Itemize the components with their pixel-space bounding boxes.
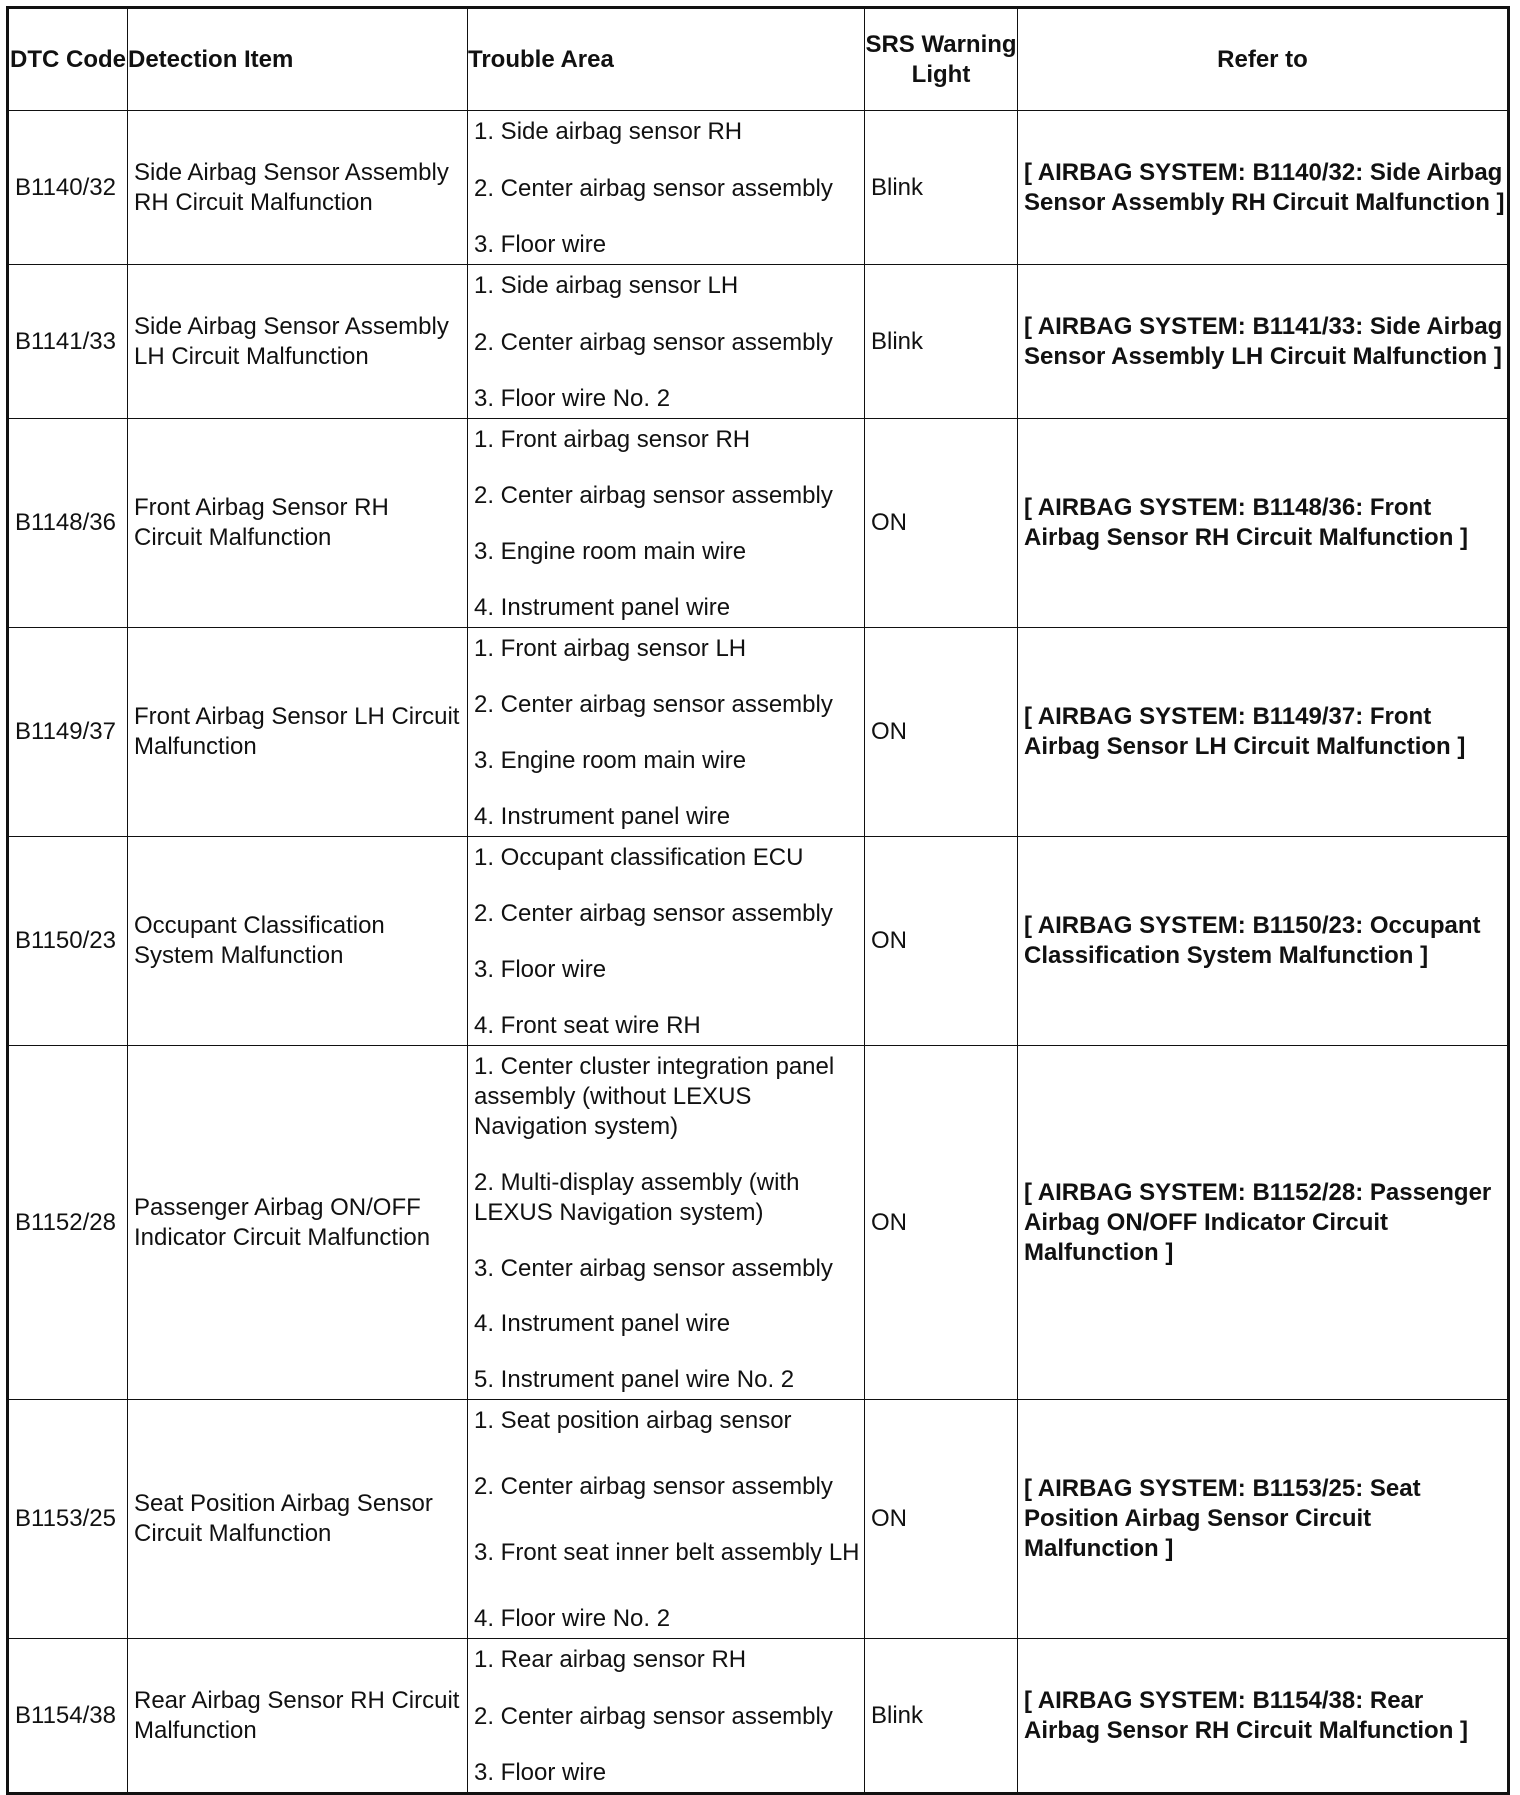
trouble-area-item: 2. Center airbag sensor assembly bbox=[474, 482, 833, 509]
detection-item-cell: Side Airbag Sensor Assembly RH Circuit Malfunction bbox=[128, 111, 468, 265]
trouble-area-cell bbox=[468, 1639, 865, 1794]
detection-item-cell: Seat Position Airbag Sensor Circuit Malfunction bbox=[128, 1400, 468, 1639]
trouble-area-item: 2. Center airbag sensor assembly bbox=[474, 1473, 833, 1500]
refer-to-link: [ AIRBAG SYSTEM: B1149/37: Front Airbag Sensor LH Circuit Malfunction ] bbox=[1018, 628, 1509, 837]
trouble-area-item: 4. Instrument panel wire bbox=[474, 1310, 731, 1338]
trouble-area-list bbox=[474, 843, 860, 1041]
detection-item-cell: Passenger Airbag ON/OFF Indicator Circuit Malfunction bbox=[128, 1046, 468, 1400]
trouble-area-item: 3. Engine room main wire bbox=[474, 538, 747, 565]
trouble-area-cell bbox=[468, 1046, 865, 1400]
trouble-area-item: 3. Front seat inner belt assembly LH bbox=[474, 1539, 860, 1566]
trouble-area-item: 1. Rear airbag sensor RH bbox=[474, 1646, 747, 1673]
trouble-area-cell bbox=[468, 1400, 865, 1639]
dtc-table bbox=[6, 6, 1510, 1795]
srs-warning-light-cell: ON bbox=[865, 419, 1018, 628]
trouble-area-item: 3. Engine room main wire bbox=[474, 747, 747, 774]
dtc-code-cell: B1150/23 bbox=[8, 837, 128, 1046]
trouble-area-item: 1. Center cluster integration panel assembly (without LEXUS Navigation system) bbox=[474, 1053, 835, 1140]
trouble-area-cell bbox=[468, 111, 865, 265]
trouble-area-item: 1. Side airbag sensor LH bbox=[474, 272, 739, 299]
dtc-code-cell: B1141/33 bbox=[8, 265, 128, 419]
header-srs-warning-light: SRS Warning Light bbox=[865, 8, 1018, 111]
header-refer-to: Refer to bbox=[1018, 8, 1509, 111]
trouble-area-item: 2. Center airbag sensor assembly bbox=[474, 691, 833, 718]
table-row bbox=[8, 265, 1509, 419]
trouble-area-item: 1. Front airbag sensor RH bbox=[474, 426, 751, 453]
refer-to-link: [ AIRBAG SYSTEM: B1148/36: Front Airbag Sensor RH Circuit Malfunction ] bbox=[1018, 419, 1509, 628]
trouble-area-item: 1. Front airbag sensor LH bbox=[474, 635, 747, 662]
trouble-area-list bbox=[474, 1406, 860, 1634]
detection-item-cell: Rear Airbag Sensor RH Circuit Malfunction bbox=[128, 1639, 468, 1794]
trouble-area-cell bbox=[468, 837, 865, 1046]
dtc-code-cell: B1152/28 bbox=[8, 1046, 128, 1400]
dtc-code-cell: B1153/25 bbox=[8, 1400, 128, 1639]
trouble-area-item: 2. Center airbag sensor assembly bbox=[474, 1702, 833, 1730]
trouble-area-cell bbox=[468, 265, 865, 419]
refer-to-link: [ AIRBAG SYSTEM: B1153/25: Seat Position Airbag Sensor Circuit Malfunction ] bbox=[1018, 1400, 1509, 1639]
trouble-area-item: 1. Side airbag sensor RH bbox=[474, 118, 743, 145]
trouble-area-item: 3. Center airbag sensor assembly bbox=[474, 1254, 833, 1282]
trouble-area-item: 3. Floor wire bbox=[474, 956, 607, 983]
trouble-area-item: 3. Floor wire No. 2 bbox=[474, 385, 671, 412]
refer-to-link: [ AIRBAG SYSTEM: B1152/28: Passenger Airbag ON/OFF Indicator Circuit Malfunction ] bbox=[1018, 1046, 1509, 1400]
table-row bbox=[8, 1400, 1509, 1639]
trouble-area-item: 3. Floor wire bbox=[474, 1759, 607, 1786]
trouble-area-item: 4. Instrument panel wire bbox=[474, 594, 731, 621]
dtc-code-cell: B1149/37 bbox=[8, 628, 128, 837]
detection-item-cell: Front Airbag Sensor RH Circuit Malfunction bbox=[128, 419, 468, 628]
detection-item-cell: Side Airbag Sensor Assembly LH Circuit Malfunction bbox=[128, 265, 468, 419]
srs-warning-light-cell: ON bbox=[865, 628, 1018, 837]
refer-to-link: [ AIRBAG SYSTEM: B1140/32: Side Airbag Sensor Assembly RH Circuit Malfunction ] bbox=[1018, 111, 1509, 265]
dtc-code-cell: B1148/36 bbox=[8, 419, 128, 628]
trouble-area-item: 1. Occupant classification ECU bbox=[474, 844, 804, 871]
refer-to-link: [ AIRBAG SYSTEM: B1154/38: Rear Airbag Sensor RH Circuit Malfunction ] bbox=[1018, 1639, 1509, 1794]
header-trouble-area: Trouble Area bbox=[468, 8, 865, 111]
table-row bbox=[8, 111, 1509, 265]
srs-warning-light-cell: Blink bbox=[865, 265, 1018, 419]
dtc-code-cell: B1140/32 bbox=[8, 111, 128, 265]
dtc-table-body bbox=[8, 8, 1509, 1794]
trouble-area-list bbox=[474, 117, 860, 260]
srs-warning-light-cell: Blink bbox=[865, 1639, 1018, 1794]
dtc-code-cell: B1154/38 bbox=[8, 1639, 128, 1794]
detection-item-cell: Occupant Classification System Malfunction bbox=[128, 837, 468, 1046]
trouble-area-list bbox=[474, 271, 860, 414]
trouble-area-item: 2. Multi-display assembly (with LEXUS Navigation system) bbox=[474, 1168, 800, 1226]
trouble-area-item: 4. Floor wire No. 2 bbox=[474, 1605, 671, 1632]
table-row bbox=[8, 1639, 1509, 1794]
header-dtc-code: DTC Code bbox=[8, 8, 128, 111]
trouble-area-list bbox=[474, 1645, 860, 1788]
srs-warning-light-cell: Blink bbox=[865, 111, 1018, 265]
trouble-area-item: 1. Seat position airbag sensor bbox=[474, 1407, 792, 1434]
trouble-area-cell bbox=[468, 628, 865, 837]
header-row bbox=[8, 8, 1509, 111]
trouble-area-item: 2. Center airbag sensor assembly bbox=[474, 900, 833, 927]
refer-to-link: [ AIRBAG SYSTEM: B1150/23: Occupant Classification System Malfunction ] bbox=[1018, 837, 1509, 1046]
srs-warning-light-cell: ON bbox=[865, 1046, 1018, 1400]
trouble-area-list bbox=[474, 425, 860, 623]
detection-item-cell: Front Airbag Sensor LH Circuit Malfunction bbox=[128, 628, 468, 837]
trouble-area-item: 4. Front seat wire RH bbox=[474, 1012, 701, 1039]
trouble-area-item: 3. Floor wire bbox=[474, 231, 607, 258]
srs-warning-light-cell: ON bbox=[865, 1400, 1018, 1639]
trouble-area-list bbox=[474, 1052, 860, 1395]
table-row bbox=[8, 1046, 1509, 1400]
trouble-area-cell bbox=[468, 419, 865, 628]
table-row bbox=[8, 419, 1509, 628]
srs-warning-light-cell: ON bbox=[865, 837, 1018, 1046]
trouble-area-list bbox=[474, 634, 860, 832]
header-detection-item: Detection Item bbox=[128, 8, 468, 111]
table-row bbox=[8, 837, 1509, 1046]
trouble-area-item: 4. Instrument panel wire bbox=[474, 803, 731, 830]
trouble-area-item: 2. Center airbag sensor assembly bbox=[474, 328, 833, 356]
table-row bbox=[8, 628, 1509, 837]
refer-to-link: [ AIRBAG SYSTEM: B1141/33: Side Airbag Sensor Assembly LH Circuit Malfunction ] bbox=[1018, 265, 1509, 419]
trouble-area-item: 5. Instrument panel wire No. 2 bbox=[474, 1366, 795, 1393]
trouble-area-item: 2. Center airbag sensor assembly bbox=[474, 174, 833, 202]
